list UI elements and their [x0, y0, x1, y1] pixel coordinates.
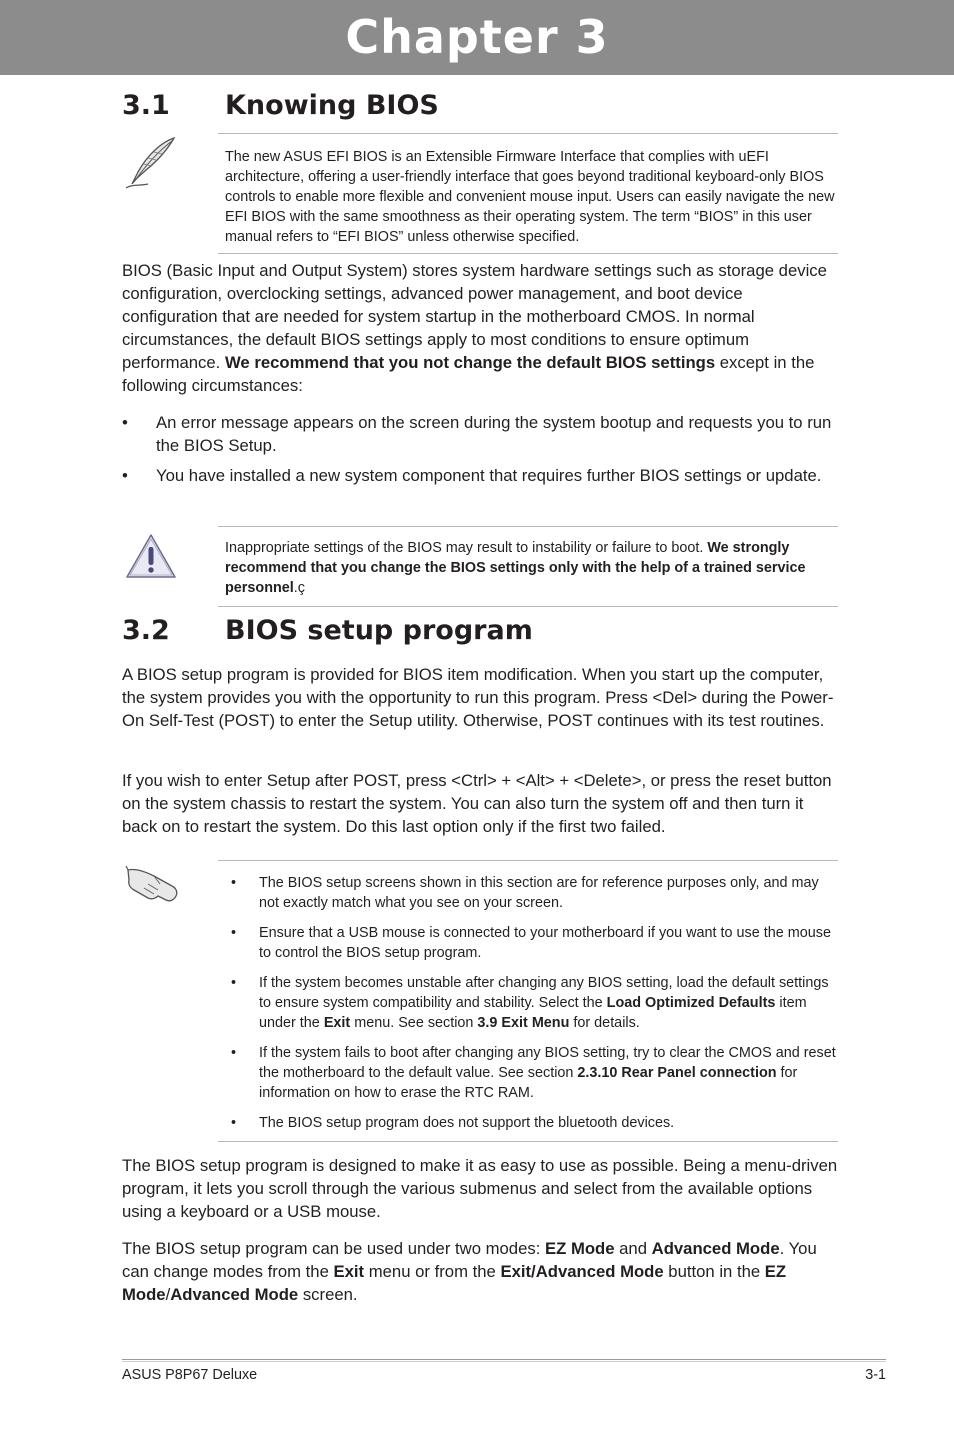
footer-page-number: 3-1: [865, 1367, 886, 1383]
bold-text-run: Advanced Mode: [170, 1285, 299, 1304]
note-callout-efi: [218, 133, 838, 254]
bold-text-run: Exit: [323, 1015, 351, 1031]
list-item-text: The BIOS setup program does not support the bluetooth devices.: [259, 1115, 675, 1131]
section-number: 3.1: [122, 90, 170, 121]
section-title: Knowing BIOS: [225, 90, 439, 121]
list-item: [225, 1043, 838, 1103]
bold-text-run: Advanced Mode: [651, 1239, 780, 1258]
list-item: [225, 923, 838, 963]
footer-divider: [122, 1359, 886, 1362]
list-item-text: [259, 975, 829, 1031]
list-item: [225, 1113, 838, 1133]
pointing-hand-icon: [124, 860, 182, 911]
text-run: Inappropriate settings of the BIOS may result to instability or failure to boot.: [225, 540, 708, 556]
setup-intro-paragraph: A BIOS setup program is provided for BIOS item modification. When you start up the computer, the system provides you with the opportunity to run this program. Press <Del> during the Power-On Self-Test (POST) to enter the Setup utility. Otherwise, POST continues with its test routines.: [122, 665, 834, 730]
list-item: [122, 464, 838, 487]
bold-text-run: 2.3.10 Rear Panel connection: [577, 1065, 777, 1081]
bullet: •: [231, 1115, 237, 1131]
bold-text-run: We strongly recommend that you change the BIOS settings only with the help of a trained service personnel: [225, 540, 806, 596]
bold-text-run: EZ Mode: [544, 1239, 615, 1258]
bold-text-run: EZ Mode: [122, 1262, 787, 1304]
warning-triangle-icon: [124, 532, 178, 587]
modes-paragraph: [122, 1237, 838, 1306]
chapter-banner: Chapter 3: [0, 0, 954, 75]
text-run: . You can change modes from the: [122, 1239, 817, 1281]
section-number: 3.2: [122, 615, 170, 646]
bios-intro-paragraph: [122, 259, 838, 397]
list-item-text: An error message appears on the screen during the system bootup and requests you to run the BIOS Setup.: [156, 413, 832, 455]
bullet: •: [231, 1045, 237, 1061]
list-item-text: The BIOS setup screens shown in this section are for reference purposes only, and may not exactly match what you see on your screen.: [259, 875, 819, 911]
text-run: /: [165, 1285, 171, 1304]
bullet: •: [231, 975, 237, 991]
text-run: menu. See section: [350, 1015, 478, 1031]
bullet: •: [231, 925, 237, 941]
note-text: The new ASUS EFI BIOS is an Extensible Firmware Interface that complies with uEFI architecture, offering a user-friendly interface that goes beyond traditional keyboard-only BIOS controls to enable more flexible and convenient mouse input. Users can easily navigate the new EFI BIOS with the same smoothness as their operating system. The term “BIOS” in this user manual refers to “EFI BIOS” unless otherwise specified.: [225, 149, 835, 245]
bold-text-run: Load Optimized Defaults: [606, 995, 776, 1011]
list-item-text: Ensure that a USB mouse is connected to your motherboard if you want to use the mouse to control the BIOS setup program.: [259, 925, 831, 961]
bullet: •: [122, 413, 128, 432]
bold-text-run: 3.9 Exit Menu: [477, 1015, 570, 1031]
warning-text: [225, 538, 838, 598]
text-run: except in the following circumstances:: [122, 353, 815, 395]
text-run: .ç: [293, 580, 305, 596]
text-run: If the system becomes unstable after changing any BIOS setting, load the default settings to ensure system compatibility and stability. Select the: [259, 975, 829, 1011]
section-title: BIOS setup program: [225, 615, 533, 646]
menu-driven-paragraph: The BIOS setup program is designed to make it as easy to use as possible. Being a menu-driven program, it lets you scroll through the various submenus and select from the available options using a keyboard or a USB mouse.: [122, 1156, 838, 1221]
section-3-2-heading: [122, 615, 533, 646]
text-run: menu or from the: [364, 1262, 501, 1281]
text-run: BIOS (Basic Input and Output System) stores system hardware settings such as storage device configuration, overclocking settings, advanced power management, and boot device configuration that are needed for system startup in the motherboard CMOS. In normal circumstances, the default BIOS settings apply to most conditions to ensure optimum performance.: [122, 261, 827, 372]
text-run: screen.: [298, 1285, 358, 1304]
bold-text-run: We recommend that you not change the default BIOS settings: [224, 353, 716, 372]
list-item-text: You have installed a new system component that requires further BIOS settings or update.: [156, 466, 822, 485]
text-run: If the system fails to boot after changing any BIOS setting, try to clear the CMOS and reset the motherboard to the default value. See section: [259, 1045, 836, 1081]
list-item: [225, 973, 838, 1033]
text-run: for information on how to erase the RTC RAM.: [259, 1065, 798, 1101]
bold-text-run: Exit: [333, 1262, 365, 1281]
text-run: The BIOS setup program can be used under two modes:: [122, 1239, 545, 1258]
circumstances-list: [122, 411, 838, 494]
list-item-text: [259, 1045, 836, 1101]
notes-list: [225, 873, 838, 1133]
footer-product-name: ASUS P8P67 Deluxe: [122, 1367, 258, 1383]
notes-callout: [218, 860, 838, 1142]
text-run: button in the: [663, 1262, 765, 1281]
text-run: item under the: [259, 995, 807, 1031]
bold-text-run: Exit/Advanced Mode: [500, 1262, 664, 1281]
text-run: and: [614, 1239, 652, 1258]
warning-callout: [218, 526, 838, 607]
bullet: •: [122, 466, 128, 485]
enter-setup-paragraph: If you wish to enter Setup after POST, press <Ctrl> + <Alt> + <Delete>, or press the reset button on the system chassis to restart the system. You can also turn the system off and then turn it back on to restart the system. Do this last option only if the first two failed.: [122, 771, 832, 836]
text-run: for details.: [569, 1015, 640, 1031]
bullet: •: [231, 875, 237, 891]
list-item: [122, 411, 838, 457]
section-3-1-heading: [122, 90, 439, 121]
list-item: [225, 873, 838, 913]
quill-pen-icon: [122, 134, 180, 197]
